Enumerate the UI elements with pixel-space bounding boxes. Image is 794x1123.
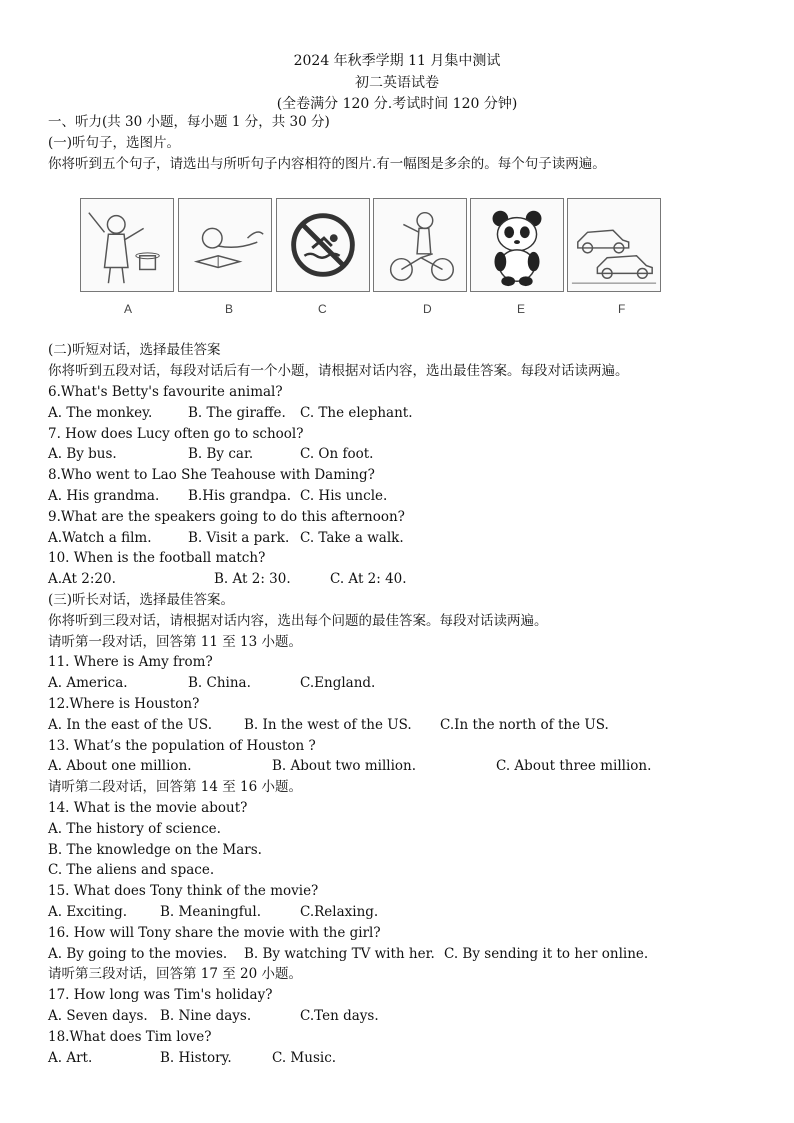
- q16-option-b: B. By watching TV with her.: [244, 946, 435, 962]
- q7-option-c: C. On foot.: [300, 446, 374, 462]
- q17-option-c: C.Ten days.: [300, 1008, 379, 1024]
- q18-option-c: C. Music.: [272, 1050, 337, 1066]
- part3-title: (三)听长对话，选择最佳答案。: [48, 592, 235, 608]
- question-11: 11. Where is Amy from?: [48, 654, 213, 670]
- question-9: 9.What are the speakers going to do this afternoon?: [48, 509, 405, 525]
- q17-option-a: A. Seven days.: [48, 1008, 148, 1024]
- part2-title: (二)听短对话，选择最佳答案: [48, 342, 221, 358]
- q16-option-c: C. By sending it to her online.: [444, 946, 649, 962]
- cars-icon: [567, 198, 661, 292]
- part2-instructions: 你将听到五段对话，每段对话后有一个小题，请根据对话内容，选出最佳答案。每段对话读两遍。: [48, 363, 629, 379]
- q7-option-a: A. By bus.: [48, 446, 117, 462]
- q11-option-a: A. America.: [48, 675, 128, 691]
- question-6: 6.What's Betty's favourite animal?: [48, 384, 283, 400]
- q14-option-a: A. The history of science.: [48, 821, 221, 837]
- question-13: 13. What’s the population of Houston ?: [48, 738, 316, 754]
- q12-option-a: A. In the east of the US.: [48, 717, 212, 733]
- no-swimming-icon: [276, 198, 370, 292]
- q11-option-c: C.England.: [300, 675, 376, 691]
- q9-option-c: C. Take a walk.: [300, 530, 404, 546]
- q6-option-a: A. The monkey.: [48, 405, 153, 421]
- dialogue-3-instructions: 请听第三段对话，回答第 17 至 20 小题。: [48, 966, 303, 982]
- girl-reading-icon: [178, 198, 272, 292]
- q18-option-b: B. History.: [160, 1050, 232, 1066]
- q17-option-b: B. Nine days.: [160, 1008, 252, 1024]
- picture-row: [80, 198, 664, 294]
- q10-option-a: A.At 2:20.: [48, 571, 116, 587]
- q14-option-c: C. The aliens and space.: [48, 862, 215, 878]
- q10-option-b: B. At 2: 30.: [214, 571, 291, 587]
- q9-option-a: A.Watch a film.: [48, 530, 152, 546]
- panda-icon: [470, 198, 564, 292]
- q13-option-a: A. About one million.: [48, 758, 192, 774]
- dialogue-1-instructions: 请听第一段对话，回答第 11 至 13 小题。: [48, 634, 303, 650]
- picture-label-b: B: [225, 302, 234, 316]
- exam-note: (全卷满分 120 分.考试时间 120 分钟): [276, 96, 518, 112]
- picture-label-f: F: [618, 302, 626, 316]
- part3-instructions: 你将听到三段对话，请根据对话内容，选出每个问题的最佳答案。每段对话读两遍。: [48, 613, 548, 629]
- part1-instructions: 你将听到五个句子，请选出与所听句子内容相符的图片.有一幅图是多余的。每个句子读两遍。: [48, 156, 606, 172]
- picture-label-e: E: [517, 302, 526, 316]
- q6-option-c: C. The elephant.: [300, 405, 413, 421]
- q8-option-b: B.His grandpa.: [188, 488, 291, 504]
- q8-option-c: C. His uncle.: [300, 488, 388, 504]
- dialogue-2-instructions: 请听第二段对话，回答第 14 至 16 小题。: [48, 779, 303, 795]
- q10-option-c: C. At 2: 40.: [330, 571, 407, 587]
- q12-option-c: C.In the north of the US.: [440, 717, 609, 733]
- q15-option-a: A. Exciting.: [48, 904, 128, 920]
- q12-option-b: B. In the west of the US.: [244, 717, 412, 733]
- question-7: 7. How does Lucy often go to school?: [48, 426, 304, 442]
- q14-option-b: B. The knowledge on the Mars.: [48, 842, 262, 858]
- q18-option-a: A. Art.: [48, 1050, 93, 1066]
- q15-option-c: C.Relaxing.: [300, 904, 379, 920]
- question-18: 18.What does Tim love?: [48, 1029, 212, 1045]
- q7-option-b: B. By car.: [188, 446, 254, 462]
- question-16: 16. How will Tony share the movie with the girl?: [48, 925, 381, 941]
- question-8: 8.Who went to Lao She Teahouse with Daming?: [48, 467, 375, 483]
- section-heading: 一、听力(共 30 小题，每小题 1 分，共 30 分): [48, 114, 330, 130]
- question-15: 15. What does Tony think of the movie?: [48, 883, 319, 899]
- q9-option-b: B. Visit a park.: [188, 530, 290, 546]
- question-10: 10. When is the football match?: [48, 550, 266, 566]
- q6-option-b: B. The giraffe.: [188, 405, 286, 421]
- q8-option-a: A. His grandma.: [48, 488, 160, 504]
- picture-label-c: C: [318, 302, 327, 316]
- question-17: 17. How long was Tim's holiday?: [48, 987, 273, 1003]
- question-12: 12.Where is Houston?: [48, 696, 200, 712]
- part1-title: (一)听句子，选图片。: [48, 135, 181, 151]
- q15-option-b: B. Meaningful.: [160, 904, 262, 920]
- picture-label-a: A: [124, 302, 133, 316]
- q13-option-c: C. About three million.: [496, 758, 652, 774]
- magician-icon: [80, 198, 174, 292]
- exam-subtitle: 初二英语试卷: [355, 75, 439, 91]
- exam-title: 2024 年秋季学期 11 月集中测试: [293, 53, 501, 69]
- question-14: 14. What is the movie about?: [48, 800, 248, 816]
- boy-cycling-icon: [373, 198, 467, 292]
- q11-option-b: B. China.: [188, 675, 251, 691]
- picture-label-d: D: [423, 302, 432, 316]
- q13-option-b: B. About two million.: [272, 758, 417, 774]
- q16-option-a: A. By going to the movies.: [48, 946, 228, 962]
